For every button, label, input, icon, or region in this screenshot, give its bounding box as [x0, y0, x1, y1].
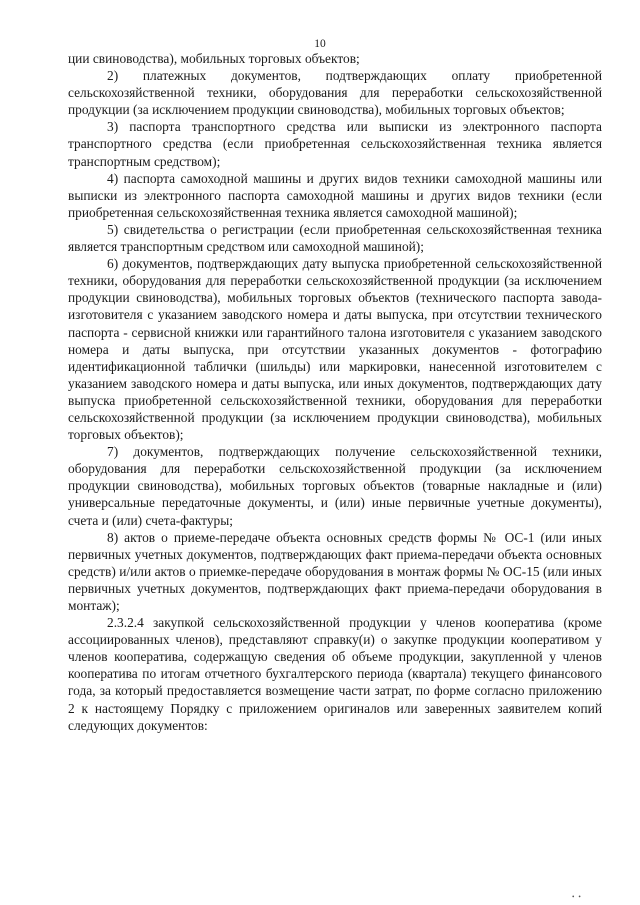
paragraph-item-7: 7) документов, подтверждающих получение сельскохозяйственной техники, оборудования для переработки сельскохозяйственной продукции (за исключением продукции свиноводства), мобильных торговых объектов (товарные накладные и (или) универсальные передаточные документы, и (или) иные первичные учетные документы), счета и (или) счета-фактуры;: [68, 444, 602, 528]
document-body: [68, 50, 602, 734]
paragraph-item-5: 5) свидетельства о регистрации (если приобретенная сельскохозяйственная техника является транспортным средством или самоходной машиной);: [68, 221, 602, 255]
page-number: 10: [314, 38, 326, 50]
paragraph-item-4: 4) паспорта самоходной машины и других видов техники самоходной машины или выписки из электронного паспорта самоходной машины и других видов техники (если приобретенная сельскохозяйственная техника является самоходной машиной);: [68, 170, 602, 220]
paragraph-item-2: 2) платежных документов, подтверждающих оплату приобретенной сельскохозяйственной техники, оборудования для переработки сельскохозяйственной продукции (за исключением продукции свиноводства), мобильных торговых объектов;: [68, 68, 602, 118]
paragraph-item-6: 6) документов, подтверждающих дату выпуска приобретенной сельскохозяйственной техники, оборудования для переработки сельскохозяйственной продукции (за исключением продукции свиноводства), мобильных торговых объектов (технического паспорта завода-изготовителя с указанием заводского номера и даты выпуска, при отсутствии технического паспорта - сервисной книжки или гарантийного талона изготовителя с указанием заводского номера и даты выпуска, при отсутствии указанных документов - фотографию идентификационной таблички (шильды) или маркировки, нанесенной изготовителем с указанием заводского номера и даты выпуска, или иных документов, подтверждающих дату выпуска приобретенной сельскохозяйственной техники, оборудования для переработки сельскохозяйственной продукции (за исключением продукции свиноводства), мобильных торговых объектов);: [68, 256, 602, 443]
paragraph-continuation: ции свиноводства), мобильных торговых объектов;: [68, 51, 360, 66]
paragraph-item-8: 8) актов о приеме-передаче объекта основных средств формы № ОС-1 (или иных первичных учетных документов, подтверждающих факт приема-передачи объекта основных средств) и/или актов о приемке-передаче оборудования в монтаж формы № ОС-15 (или иных первичных учетных документов, подтверждающих факт приема-передачи оборудования в монтаж);: [68, 529, 602, 613]
scan-mark: • •: [572, 893, 581, 901]
paragraph-section-2-3-2-4: 2.3.2.4 закупкой сельскохозяйственной продукции у членов кооператива (кроме ассоциированных членов), представляют справку(и) о закупке продукции кооперативом у членов кооператива, содержащую сведения об объеме продукции, закупленной у членов кооператива по итогам отчетного бухгалтерского периода (квартала) текущего финансового года, за который предоставляется возмещение части затрат, по форме согласно приложению 2 к настоящему Порядку с приложением оригиналов или заверенных заявителем копий следующих документов:: [68, 615, 602, 733]
paragraph-item-3: 3) паспорта транспортного средства или выписки из электронного паспорта транспортного средства (если приобретенная сельскохозяйственная техника является транспортным средством);: [68, 119, 602, 169]
